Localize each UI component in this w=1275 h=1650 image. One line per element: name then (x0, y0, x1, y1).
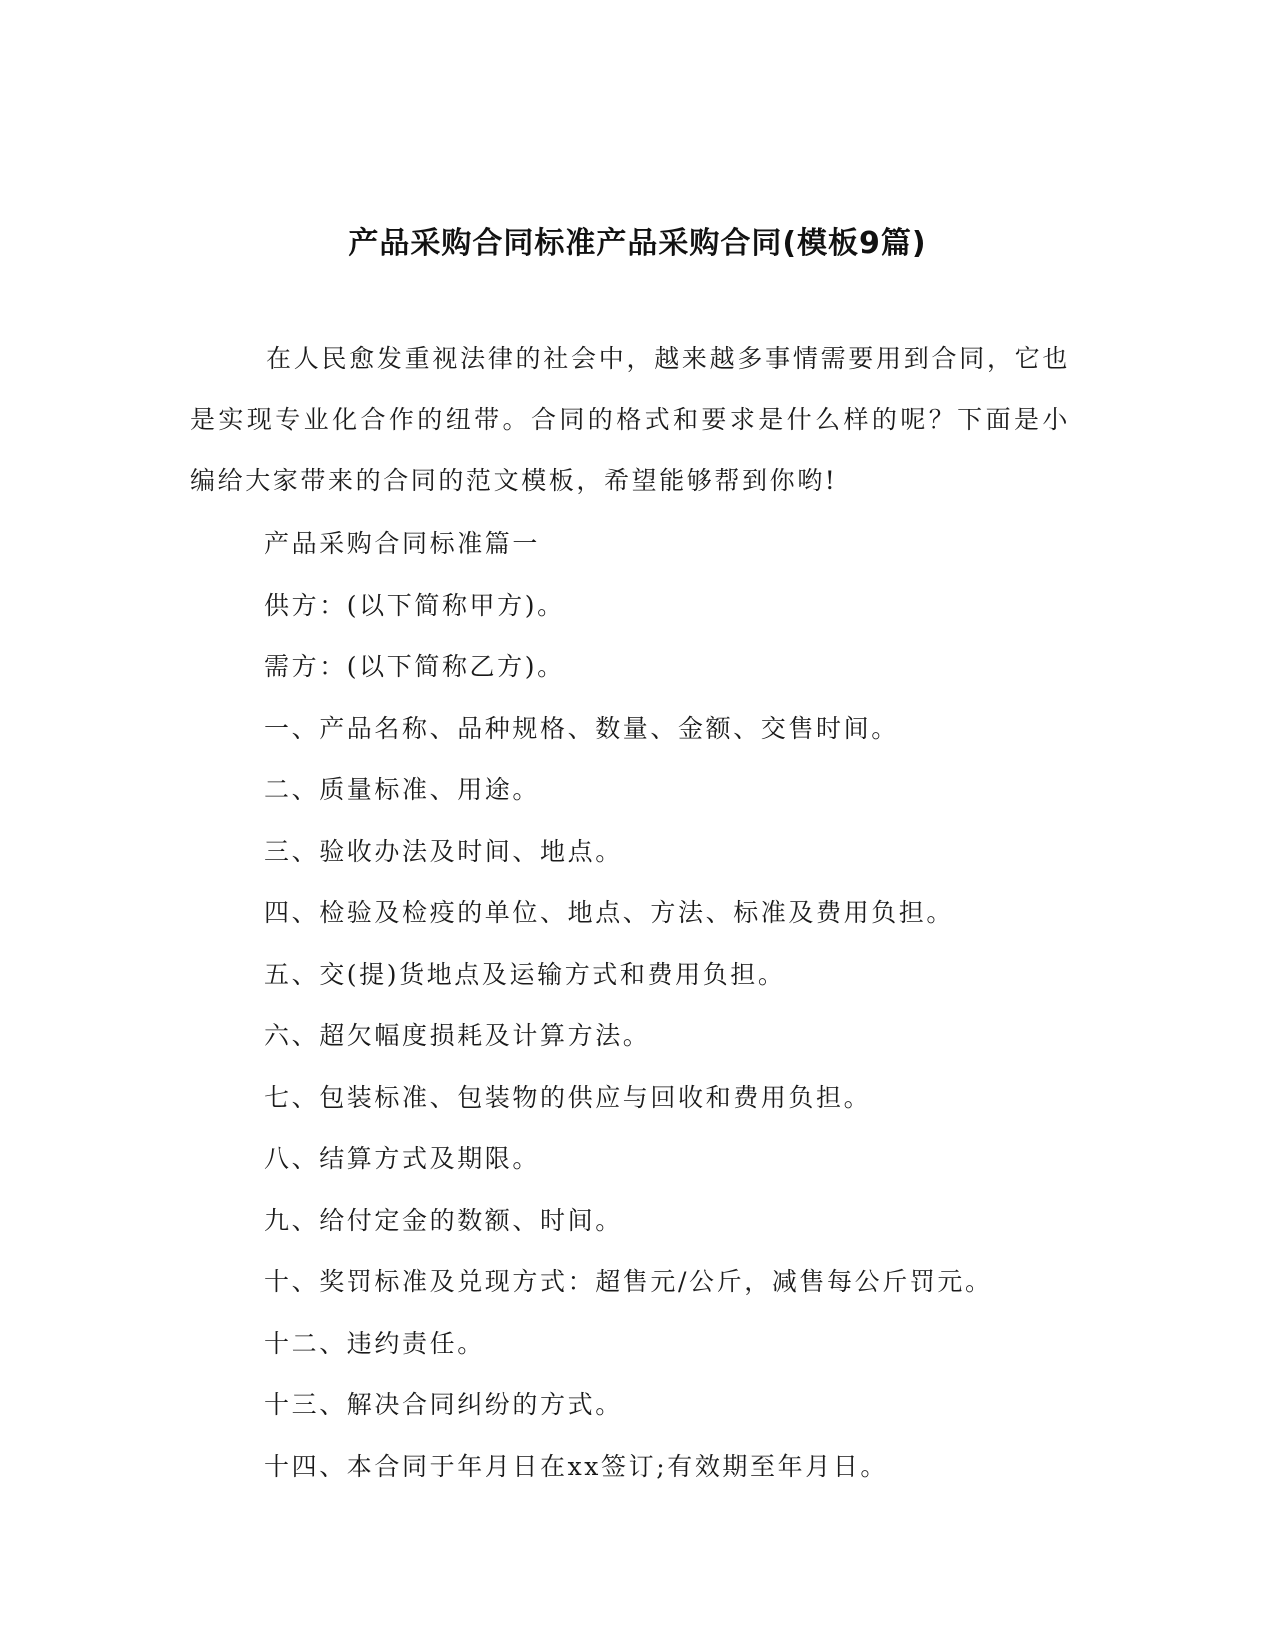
clause-12: 十二、违约责任。 (264, 1328, 485, 1358)
supplier-line: 供方：(以下简称甲方)。 (264, 590, 565, 620)
clause-5: 五、交(提)货地点及运输方式和费用负担。 (264, 959, 786, 989)
clause-4: 四、检验及检疫的单位、地点、方法、标准及费用负担。 (264, 898, 955, 927)
contract-clause-list (264, 513, 1084, 1497)
clause-9: 九、给付定金的数额、时间。 (264, 1205, 623, 1235)
buyer-line: 需方：(以下简称乙方)。 (264, 652, 565, 681)
clause-2: 二、质量标准、用途。 (264, 775, 541, 804)
clause-14: 十四、本合同于年月日在xx签订;有效期至年月日。 (264, 1451, 889, 1481)
clause-7: 七、包装标准、包装物的供应与回收和费用负担。 (264, 1082, 872, 1112)
intro-paragraph: 在人民愈发重视法律的社会中，越来越多事情需要用到合同，它也是实现专业化合作的纽带。合同的格式和要求是什么样的呢？下面是小编给大家带来的合同的范文模板，希望能够帮到你哟! (190, 344, 1070, 495)
document-title: 产品采购合同标准产品采购合同(模板9篇) (348, 226, 927, 262)
clause-8: 八、结算方式及期限。 (264, 1144, 541, 1173)
clause-6: 六、超欠幅度损耗及计算方法。 (264, 1021, 651, 1050)
clause-1: 一、产品名称、品种规格、数量、金额、交售时间。 (264, 713, 899, 743)
clause-10: 十、奖罚标准及兑现方式：超售元/公斤，减售每公斤罚元。 (264, 1267, 993, 1296)
section-heading: 产品采购合同标准篇一 (264, 529, 541, 558)
clause-13: 十三、解决合同纠纷的方式。 (264, 1390, 623, 1419)
clause-3: 三、验收办法及时间、地点。 (264, 836, 623, 866)
